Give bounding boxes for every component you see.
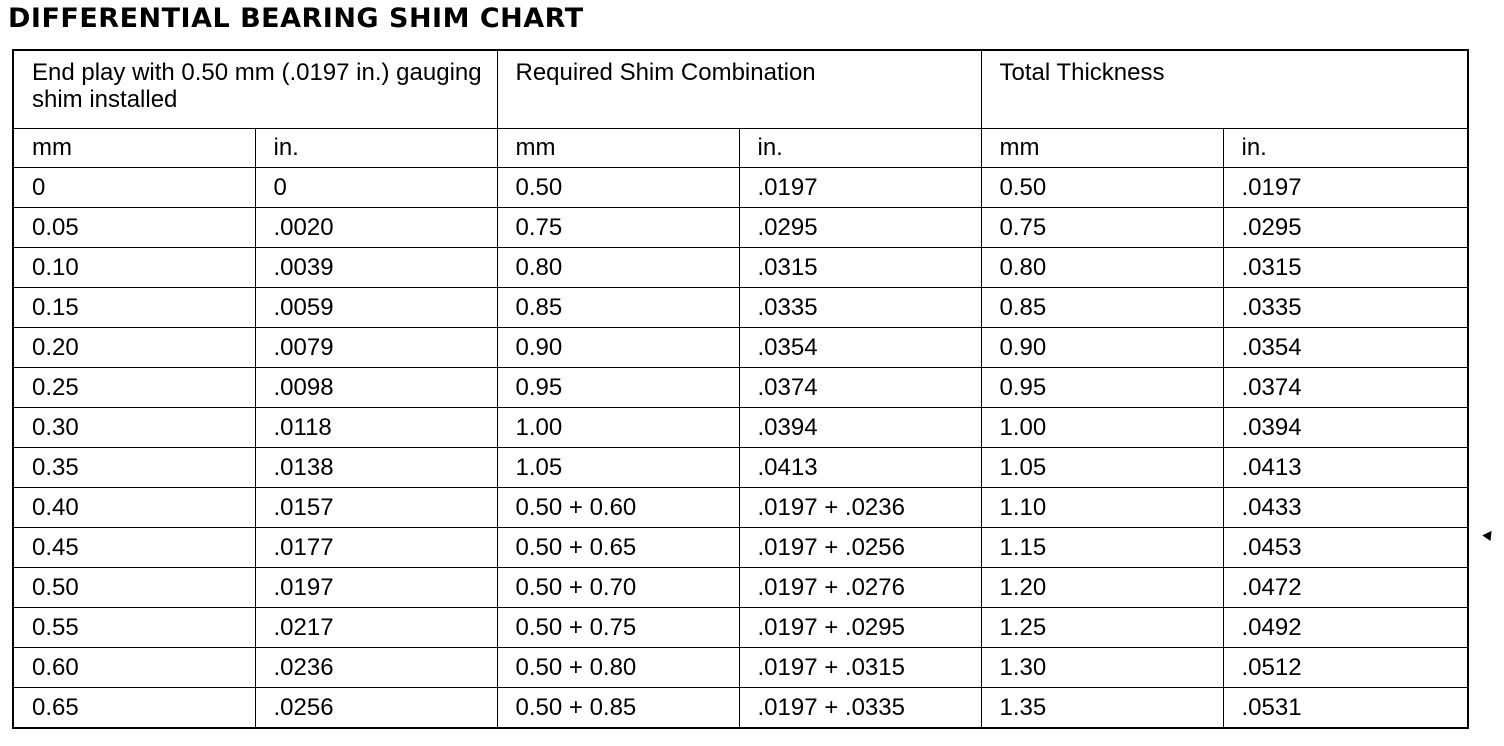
table-cell: .0433 xyxy=(1223,488,1468,528)
unit-header-cell: in. xyxy=(1223,129,1468,168)
table-cell: 1.00 xyxy=(497,408,739,448)
table-row xyxy=(13,168,1468,208)
table-cell: 0.95 xyxy=(981,368,1223,408)
table-cell: .0315 xyxy=(1223,248,1468,288)
table-cell: .0197 + .0315 xyxy=(739,648,981,688)
table-cell: 0.75 xyxy=(981,208,1223,248)
table-cell: .0197 + .0276 xyxy=(739,568,981,608)
table-cell: 0.50 + 0.85 xyxy=(497,688,739,729)
table-cell: 0.85 xyxy=(497,288,739,328)
table-body xyxy=(13,168,1468,729)
table-cell: 0.65 xyxy=(13,688,255,729)
table-cell: .0197 xyxy=(255,568,497,608)
table-cell: 1.15 xyxy=(981,528,1223,568)
table-cell: .0295 xyxy=(1223,208,1468,248)
table-cell: 0 xyxy=(255,168,497,208)
table-cell: 1.05 xyxy=(497,448,739,488)
table-cell: 0.80 xyxy=(497,248,739,288)
table-cell: 0.50 + 0.75 xyxy=(497,608,739,648)
table-cell: 0.25 xyxy=(13,368,255,408)
table-cell: .0236 xyxy=(255,648,497,688)
table-cell: .0098 xyxy=(255,368,497,408)
table-row xyxy=(13,568,1468,608)
table-cell: 0.55 xyxy=(13,608,255,648)
table-cell: .0197 + .0335 xyxy=(739,688,981,729)
table-cell: .0335 xyxy=(1223,288,1468,328)
pencil-mark-icon xyxy=(1482,528,1495,541)
table-cell: .0079 xyxy=(255,328,497,368)
page-title: DIFFERENTIAL BEARING SHIM CHART xyxy=(8,3,584,34)
table-row xyxy=(13,248,1468,288)
table-cell: 0.80 xyxy=(981,248,1223,288)
table-row xyxy=(13,288,1468,328)
table-cell: 0.35 xyxy=(13,448,255,488)
table-cell: .0197 xyxy=(1223,168,1468,208)
table-cell: .0394 xyxy=(739,408,981,448)
table-cell: .0394 xyxy=(1223,408,1468,448)
table-cell: .0138 xyxy=(255,448,497,488)
table-cell: .0453 xyxy=(1223,528,1468,568)
table-row xyxy=(13,688,1468,729)
table-row xyxy=(13,608,1468,648)
table-cell: .0197 + .0256 xyxy=(739,528,981,568)
header-total-thickness: Total Thickness xyxy=(981,50,1468,129)
table-cell: .0531 xyxy=(1223,688,1468,729)
table-cell: .0118 xyxy=(255,408,497,448)
table-cell: 1.25 xyxy=(981,608,1223,648)
table-row xyxy=(13,328,1468,368)
unit-header-cell: mm xyxy=(497,129,739,168)
table-cell: 1.00 xyxy=(981,408,1223,448)
table-cell: .0295 xyxy=(739,208,981,248)
table-row xyxy=(13,648,1468,688)
header-end-play: End play with 0.50 mm (.0197 in.) gauging shim installed xyxy=(13,50,497,129)
table-cell: 0.50 xyxy=(497,168,739,208)
table-cell: 0.90 xyxy=(497,328,739,368)
unit-header-cell: mm xyxy=(981,129,1223,168)
table-row xyxy=(13,488,1468,528)
table-row xyxy=(13,528,1468,568)
table-cell: .0374 xyxy=(1223,368,1468,408)
table-cell: 0.20 xyxy=(13,328,255,368)
table-cell: 0.30 xyxy=(13,408,255,448)
table-cell: .0374 xyxy=(739,368,981,408)
table-cell: .0059 xyxy=(255,288,497,328)
table-cell: 1.35 xyxy=(981,688,1223,729)
table-cell: 0.75 xyxy=(497,208,739,248)
table-cell: 0.95 xyxy=(497,368,739,408)
table-cell: .0335 xyxy=(739,288,981,328)
table-cell: .0413 xyxy=(739,448,981,488)
table-cell: 0.85 xyxy=(981,288,1223,328)
table-cell: .0413 xyxy=(1223,448,1468,488)
table-cell: .0039 xyxy=(255,248,497,288)
table-cell: 0.50 xyxy=(981,168,1223,208)
table-cell: .0256 xyxy=(255,688,497,729)
table-cell: 0.50 + 0.80 xyxy=(497,648,739,688)
table-cell: .0492 xyxy=(1223,608,1468,648)
table-cell: .0512 xyxy=(1223,648,1468,688)
group-header-row xyxy=(13,50,1468,129)
table-cell: .0354 xyxy=(739,328,981,368)
table-cell: .0020 xyxy=(255,208,497,248)
shim-chart-table xyxy=(12,49,1469,729)
table-cell: .0354 xyxy=(1223,328,1468,368)
table-row xyxy=(13,408,1468,448)
unit-header-row xyxy=(13,129,1468,168)
table-row xyxy=(13,208,1468,248)
table-cell: .0197 + .0236 xyxy=(739,488,981,528)
table-cell: 1.05 xyxy=(981,448,1223,488)
table-cell: 0.10 xyxy=(13,248,255,288)
table-cell: .0472 xyxy=(1223,568,1468,608)
table-cell: 0.50 xyxy=(13,568,255,608)
table-row xyxy=(13,368,1468,408)
table-cell: 0.50 + 0.70 xyxy=(497,568,739,608)
table-cell: .0177 xyxy=(255,528,497,568)
table-cell: 0.45 xyxy=(13,528,255,568)
table-cell: 0 xyxy=(13,168,255,208)
table-cell: .0157 xyxy=(255,488,497,528)
unit-header-cell: in. xyxy=(739,129,981,168)
table-cell: .0197 + .0295 xyxy=(739,608,981,648)
table-cell: 1.30 xyxy=(981,648,1223,688)
table-cell: 0.05 xyxy=(13,208,255,248)
unit-header-cell: mm xyxy=(13,129,255,168)
header-required-shim-combination: Required Shim Combination xyxy=(497,50,981,129)
table-cell: .0197 xyxy=(739,168,981,208)
table-cell: 1.20 xyxy=(981,568,1223,608)
table-cell: .0315 xyxy=(739,248,981,288)
table-cell: 0.60 xyxy=(13,648,255,688)
table-cell: 0.40 xyxy=(13,488,255,528)
table-row xyxy=(13,448,1468,488)
unit-header-cell: in. xyxy=(255,129,497,168)
table-cell: .0217 xyxy=(255,608,497,648)
table-cell: 0.90 xyxy=(981,328,1223,368)
table-cell: 0.50 + 0.65 xyxy=(497,528,739,568)
table-cell: 0.15 xyxy=(13,288,255,328)
table-cell: 1.10 xyxy=(981,488,1223,528)
table-cell: 0.50 + 0.60 xyxy=(497,488,739,528)
